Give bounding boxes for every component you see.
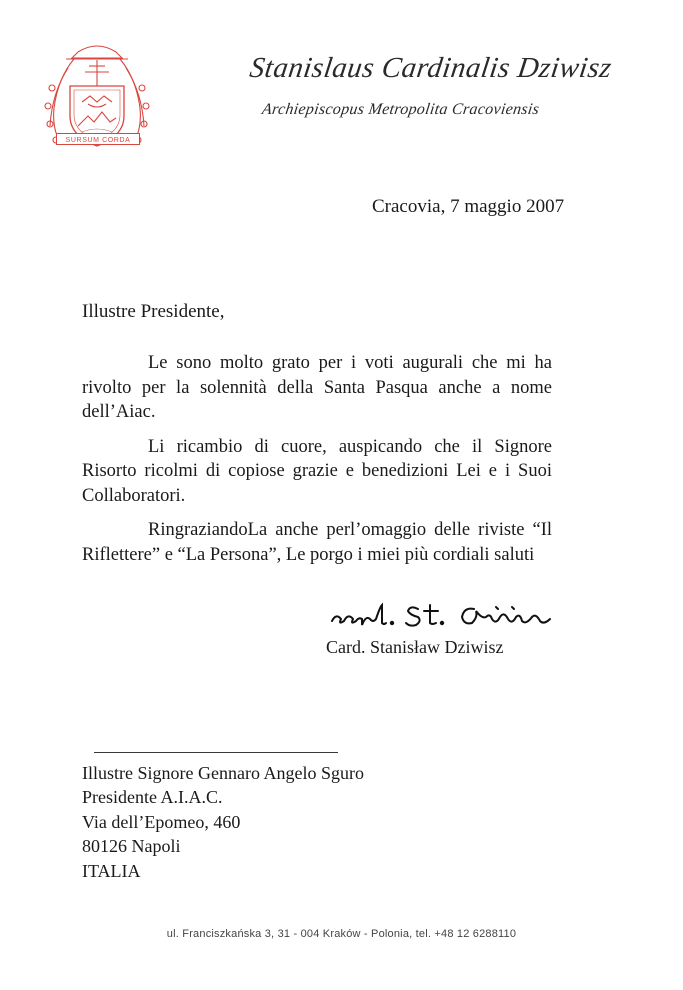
addressee-line: Presidente A.I.A.C. <box>82 787 223 808</box>
sender-name: Stanislaus Cardinalis Dziwisz <box>247 52 614 84</box>
addressee-line: 80126 Napoli <box>82 836 181 857</box>
footer-address: ul. Franciszkańska 3, 31 - 004 Kraków - Polonia, tel. +48 12 6288110 <box>166 928 517 940</box>
addressee-line: Illustre Signore Gennaro Angelo Sguro <box>82 763 364 783</box>
body-paragraph: Le sono molto grato per i voti augurali che mi ha rivolto per la solennità della Santa Pasqua anche a nome dell’Aiac. <box>82 353 552 422</box>
divider-line <box>94 752 338 753</box>
coat-motto: SURSUM CORDA <box>65 137 131 144</box>
body-paragraph: Li ricambio di cuore, auspicando che il Signore Risorto ricolmi di copiose grazie e benedizioni Lei e i Suoi Collaboratori. <box>82 436 552 506</box>
date-line: Cracovia, 7 maggio 2007 <box>372 196 565 217</box>
handwritten-signature <box>326 597 566 635</box>
addressee-line: Via dell’Epomeo, 460 <box>82 811 241 832</box>
signer-name: Card. Stanisław Dziwisz <box>326 637 504 657</box>
sender-title: Archiepiscopus Metropolita Cracoviensis <box>260 101 541 118</box>
letter-body <box>82 351 552 577</box>
addressee-block <box>82 761 364 883</box>
body-paragraph: RingraziandoLa anche perl’omaggio delle riviste “Il Riflettere” e “La Persona”, Le porgo i miei più cordiali saluti <box>82 520 552 565</box>
salutation: Illustre Presidente, <box>82 301 225 322</box>
motto-banner <box>56 133 140 145</box>
addressee-line: ITALIA <box>82 860 141 881</box>
